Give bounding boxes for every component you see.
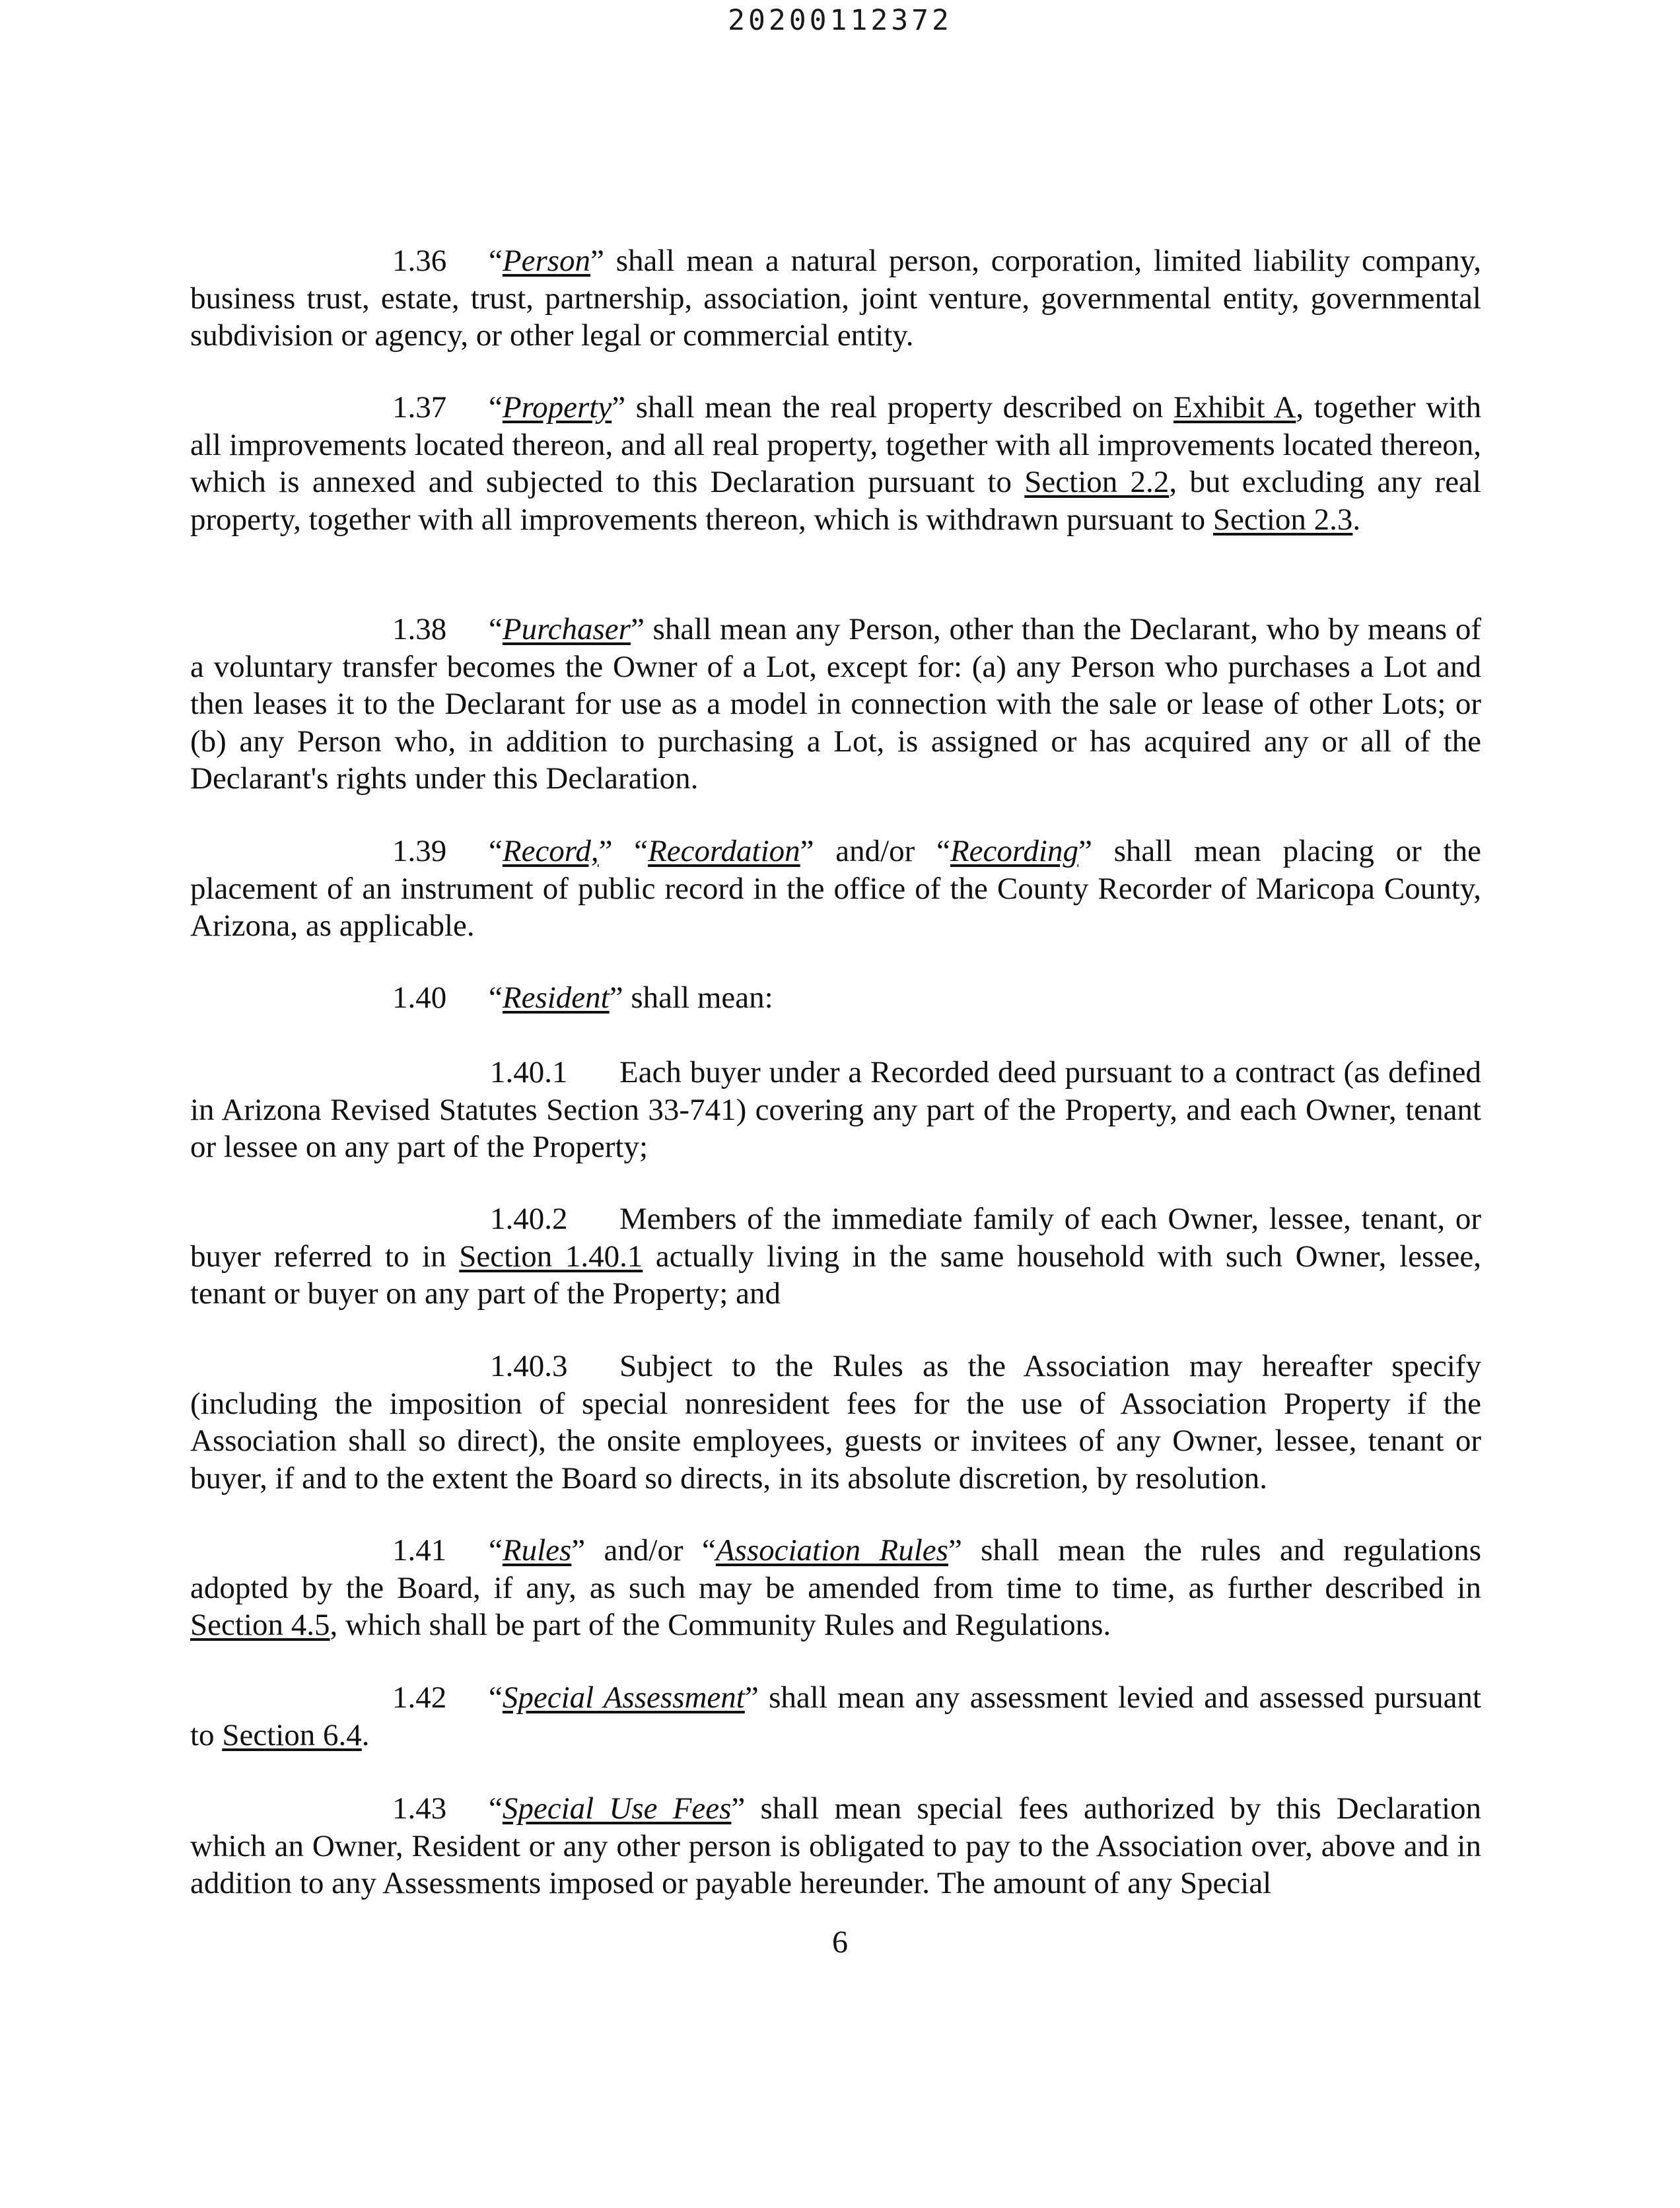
- section-number: 1.40.2: [490, 1202, 568, 1236]
- section-number: 1.36: [392, 244, 447, 278]
- section-text: , which shall be part of the Community Rules and Regulations.: [330, 1608, 1111, 1642]
- defined-term: Association Rules: [715, 1533, 948, 1568]
- section-number: 1.43: [392, 1791, 447, 1826]
- section-1-40-2: [190, 1200, 1481, 1313]
- defined-term: Rules: [502, 1533, 572, 1568]
- defined-term: Record,: [502, 834, 599, 868]
- defined-term: Special Assessment: [502, 1680, 745, 1715]
- section-number: 1.41: [392, 1533, 447, 1568]
- section-number: 1.39: [392, 834, 447, 868]
- section-text: .: [1352, 502, 1361, 537]
- page-number: 6: [832, 1925, 848, 1960]
- section-number: 1.40.3: [490, 1349, 568, 1383]
- defined-term: Recording: [950, 834, 1078, 868]
- section-1-40: 1.40 “Resident” shall mean:: [190, 979, 1481, 1017]
- cross-reference: Section 2.2: [1024, 465, 1170, 499]
- cross-reference: Exhibit A: [1173, 390, 1296, 425]
- section-text: , together with all improvements located thereon, and all real property, together with all improvements located thereon, which is annexed and subjected to this Declaration pursuant to: [190, 390, 1481, 499]
- section-text: Subject to the Rules as the Association may hereafter specify (including the imposition of special nonresident fees for the use of Association Property if the Association shall so direct), the onsite employees, guests or invitees of any Owner, lessee, tenant or buyer, if and to the extent the Board so directs, in its absolute discretion, by resolution.: [190, 1349, 1481, 1496]
- section-number: 1.37: [392, 390, 447, 425]
- defined-term: Purchaser: [502, 612, 631, 646]
- section-1-39: 1.39 “Record,” “Recordation” and/or “Recording” shall mean placing or the placement of an instrument of public record in the office of the County Recorder of Maricopa County, Arizona, as applicable.: [190, 834, 1481, 943]
- section-1-41: 1.41 “Rules” and/or “Association Rules” shall mean the rules and regulations adopted by the Board, if any, as such may be amended from time to time, as further described in Section 4.5, which shall be part of the Community Rules and Regulations.: [190, 1533, 1481, 1642]
- document-number: 20200112372: [728, 4, 952, 37]
- section-text: , but excluding any real property, together with all improvements thereon, which is withdrawn pursuant to: [190, 465, 1481, 537]
- cross-reference: Section 1.40.1: [459, 1239, 643, 1274]
- section-number: 1.40: [392, 981, 447, 1015]
- section-text: shall mean placing or the placement of an instrument of public record in the office of the County Recorder of Maricopa County, Arizona, as applicable.: [190, 834, 1481, 943]
- section-text: actually living in the same household with such Owner, lessee, tenant or buyer on any part of the Property; and: [190, 1239, 1481, 1311]
- section-1-42: 1.42 “Special Assessment” shall mean any assessment levied and assessed pursuant to Section 6.4.: [190, 1680, 1481, 1752]
- section-text: .: [361, 1717, 370, 1752]
- section-1-40-3: [190, 1348, 1481, 1497]
- defined-term: Special Use Fees: [502, 1791, 732, 1826]
- section-1-36: 1.36 “Person” shall mean a natural person, corporation, limited liability company, business trust, estate, trust, partnership, association, joint venture, governmental entity, governmental subdivision or agency, or other legal or commercial entity.: [190, 244, 1481, 353]
- cross-reference: Section 2.3: [1212, 502, 1353, 537]
- section-1-37: 1.37 “Property” shall mean the real property described on Exhibit A, together with all improvements located thereon, and all real property, together with all improvements located thereon, which is annexed and subjected to this Declaration pursuant to Section 2.2, but excluding any real property, together with all improvements thereon, which is withdrawn pursuant to Section 2.3.: [190, 390, 1481, 537]
- defined-term: Property: [502, 390, 612, 425]
- section-text: shall mean the real property described on: [625, 390, 1173, 425]
- section-text: and/or: [814, 834, 937, 868]
- section-text: shall mean special fees authorized by this Declaration which an Owner, Resident or any other person is obligated to pay to the Association over, above and in addition to any Assessments imposed or payable hereunder. The amount of any Special: [190, 1791, 1482, 1900]
- section-text: shall mean any assessment levied and assessed pursuant to: [190, 1680, 1481, 1752]
- section-text: shall mean the rules and regulations adopted by the Board, if any, as such may be amended from time to time, as further described in: [190, 1533, 1481, 1605]
- cross-reference: Section 6.4: [222, 1717, 362, 1752]
- defined-term: Person: [502, 244, 591, 278]
- section-text: shall mean any Person, other than the Declarant, who by means of a voluntary transfer becomes the Owner of a Lot, except for: (a) any Person who purchases a Lot and then leases it to the Declarant for use as a model in connection with the sale or lease of other Lots; or (b) any Person who, in addition to purchasing a Lot, is assigned or has acquired any or all of the Declarant's rights under this Declaration.: [190, 612, 1481, 796]
- defined-term: Resident: [502, 981, 610, 1015]
- section-1-38: 1.38 “Purchaser” shall mean any Person, other than the Declarant, who by means of a voluntary transfer becomes the Owner of a Lot, except for: (a) any Person who purchases a Lot and then leases it to the Declarant for use as a model in connection with the sale or lease of other Lots; or (b) any Person who, in addition to purchasing a Lot, is assigned or has acquired any or all of the Declarant's rights under this Declaration.: [190, 612, 1481, 796]
- section-number: 1.38: [392, 612, 447, 646]
- section-1-43: 1.43 “Special Use Fees” shall mean special fees authorized by this Declaration which an Owner, Resident or any other person is obligated to pay to the Association over, above and in addition to any Assessments imposed or payable hereunder. The amount of any Special: [190, 1791, 1482, 1900]
- section-text: Each buyer under a Recorded deed pursuant to a contract (as defined in Arizona Revised Statutes Section 33-741) covering any part of the Property, and each Owner, tenant or lessee on any part of the Property;: [190, 1055, 1481, 1164]
- section-text: and/or: [585, 1533, 702, 1568]
- cross-reference: Section 4.5: [190, 1608, 330, 1642]
- section-number: 1.40.1: [490, 1055, 568, 1089]
- section-text: shall mean:: [623, 981, 773, 1015]
- section-text: Members of the immediate family of each Owner, lessee, tenant, or buyer referred to in: [190, 1202, 1481, 1274]
- section-1-40-1: [190, 1054, 1481, 1166]
- section-number: 1.42: [392, 1680, 447, 1715]
- section-text: shall mean a natural person, corporation, limited liability company, business trust, estate, trust, partnership, association, joint venture, governmental entity, governmental subdivision or agency, or other legal or commercial entity.: [190, 244, 1481, 353]
- defined-term: Recordation: [648, 834, 800, 868]
